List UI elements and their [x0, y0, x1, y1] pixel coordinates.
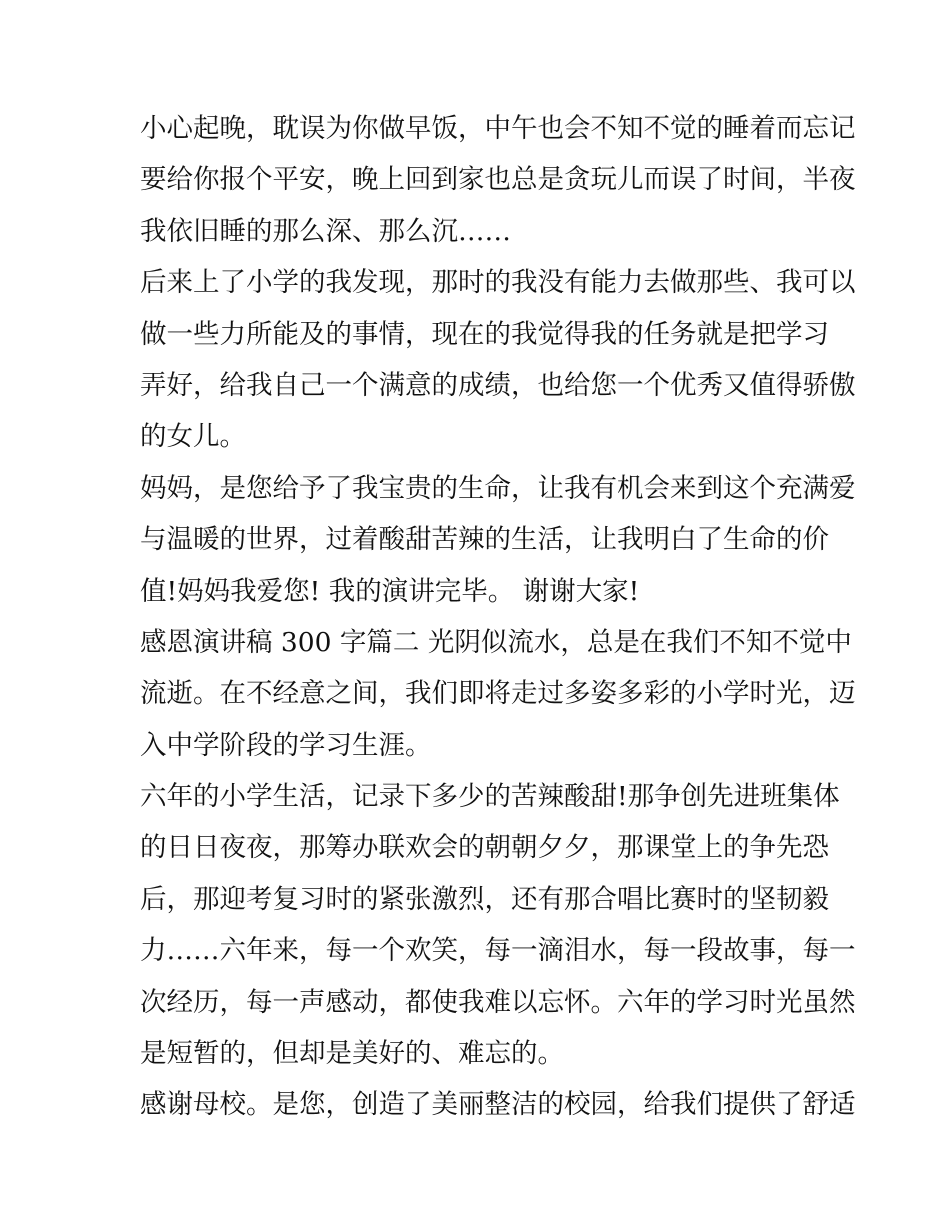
- body-text: [140, 103, 856, 1131]
- text-line-15: 的日日夜夜，那筹办联欢会的朝朝夕夕，那课堂上的争先恐: [140, 832, 829, 864]
- text-line-2: 要给你报个平安，晚上回到家也总是贪玩儿而误了时间，半夜: [140, 164, 856, 196]
- text-line-6: 弄好，给我自己一个满意的成绩，也给您一个优秀又值得骄傲: [140, 369, 856, 401]
- text-line-20: 感谢母校。是您，创造了美丽整洁的校园，给我们提供了舒适: [140, 1089, 856, 1121]
- text-line-16: 后，那迎考复习时的紧张激烈，还有那合唱比赛时的坚韧毅: [140, 883, 829, 915]
- text-line-19: 是短暂的，但却是美好的、难忘的。: [140, 1038, 564, 1070]
- text-line-8: 妈妈，是您给予了我宝贵的生命，让我有机会来到这个充满爱: [140, 472, 856, 504]
- text-line-9: 与温暖的世界，过着酸甜苦辣的生活，让我明白了生命的价: [140, 524, 829, 556]
- text-line-12: 流逝。在不经意之间，我们即将走过多姿多彩的小学时光，迈: [140, 678, 856, 710]
- text-line-5: 做一些力所能及的事情，现在的我觉得我的任务就是把学习: [140, 318, 829, 350]
- text-line-13: 入中学阶段的学习生涯。: [140, 729, 432, 761]
- text-line-4: 后来上了小学的我发现，那时的我没有能力去做那些、我可以: [140, 267, 856, 299]
- text-line-7: 的女儿。: [140, 421, 246, 453]
- text-line-3: 我依旧睡的那么深、那么沉……: [140, 215, 511, 247]
- text-line-1: 小心起晚，耽误为你做早饭，中午也会不知不觉的睡着而忘记: [140, 113, 856, 144]
- text-line-17: 力……六年来，每一个欢笑，每一滴泪水，每一段故事，每一: [140, 935, 856, 967]
- text-line-18: 次经历，每一声感动，都使我难以忘怀。六年的学习时光虽然: [140, 986, 856, 1018]
- text-line-14: 六年的小学生活，记录下多少的苦辣酸甜!那争创先进班集体: [140, 781, 840, 813]
- text-line-11: 感恩演讲稿 300 字篇二 光阴似流水，总是在我们不知不觉中: [140, 626, 852, 658]
- text-line-10: 值!妈妈我爱您! 我的演讲完毕。 谢谢大家!: [140, 575, 640, 607]
